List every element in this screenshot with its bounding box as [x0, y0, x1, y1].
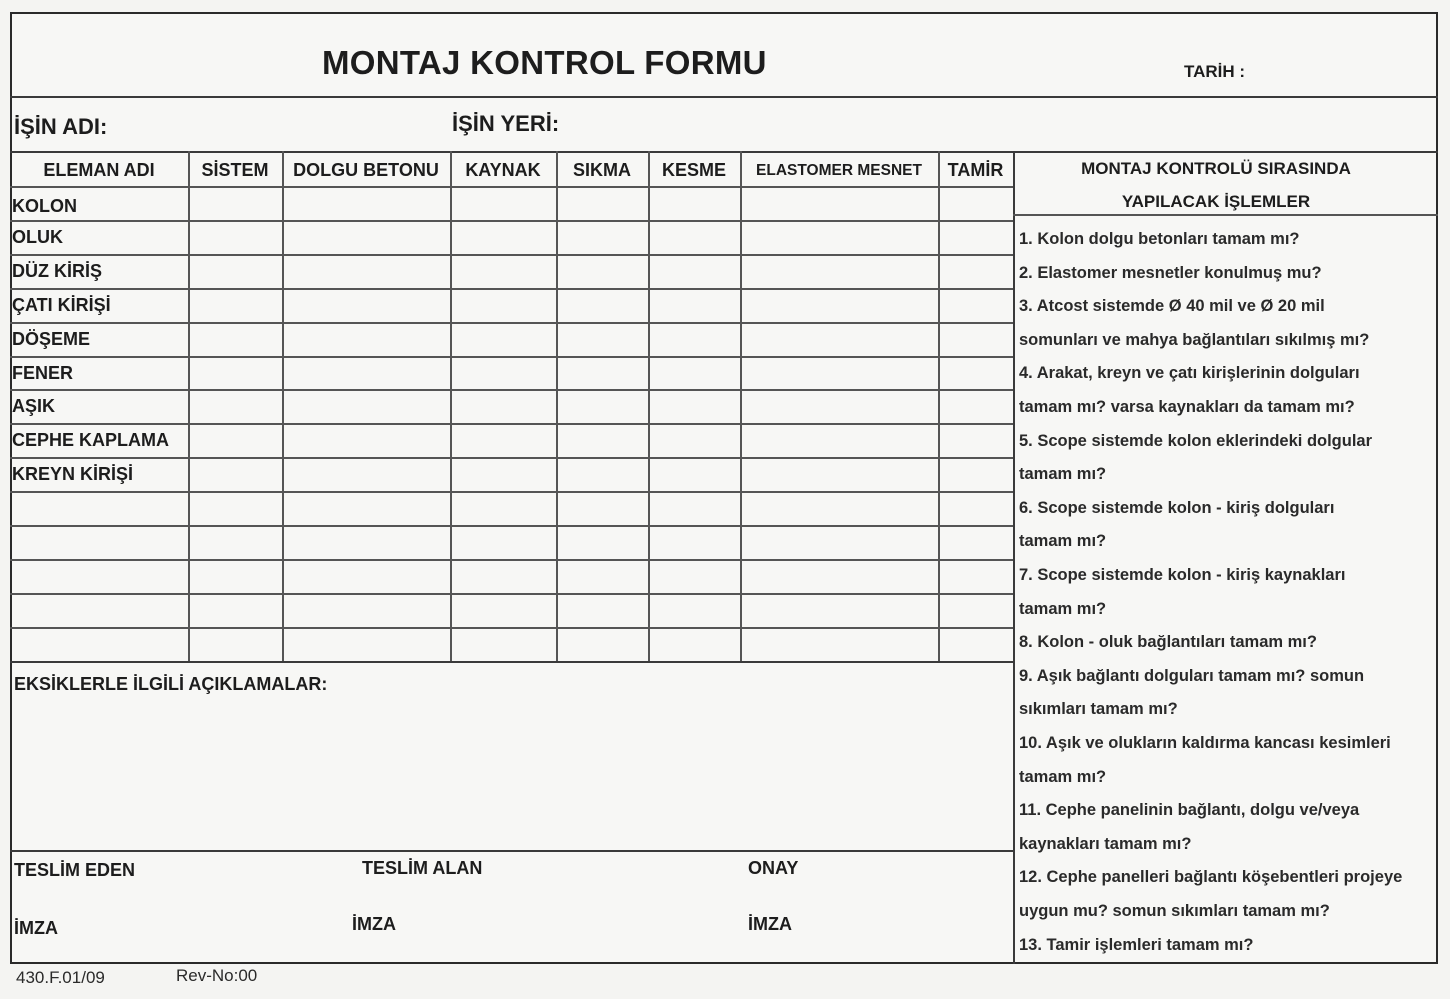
table-column-line	[450, 151, 452, 661]
received-by-label: TESLİM ALAN	[362, 858, 483, 878]
table-column-header: TAMİR	[947, 160, 1004, 180]
checklist-line: tamam mı?	[1019, 532, 1107, 550]
table-row-line	[10, 525, 1013, 527]
checklist-header-line2: YAPILACAK İŞLEMLER	[1121, 192, 1311, 211]
table-row-label: OLUK	[12, 227, 63, 247]
checklist-line: 12. Cephe panelleri bağlantı köşebentleri projeye	[1019, 868, 1403, 886]
table-row-line	[10, 322, 1013, 324]
table-column-header: KAYNAK	[465, 160, 541, 180]
job-name-label: İŞİN ADI:	[14, 114, 108, 139]
table-bottom-line	[10, 661, 1014, 663]
checklist-line: 5. Scope sistemde kolon eklerindeki dolgular	[1019, 432, 1373, 450]
checklist-header-divider	[1013, 214, 1438, 216]
table-column-line	[188, 151, 190, 661]
checklist-line: tamam mı?	[1019, 600, 1107, 618]
form-title: MONTAJ KONTROL FORMU	[322, 44, 767, 81]
checklist-line: 3. Atcost sistemde Ø 40 mil ve Ø 20 mil	[1019, 297, 1325, 315]
date-label: TARİH :	[1184, 62, 1246, 81]
table-column-line	[938, 151, 940, 661]
table-column-header: SIKMA	[573, 160, 631, 180]
checklist-line: 4. Arakat, kreyn ve çatı kirişlerinin dolguları	[1019, 364, 1360, 382]
table-row-line	[10, 627, 1013, 629]
table-row-line	[10, 254, 1013, 256]
remarks-label: EKSİKLERLE İLGİLİ AÇIKLAMALAR:	[14, 674, 328, 694]
table-row-label: KOLON	[12, 196, 77, 216]
checklist-line: 10. Aşık ve olukların kaldırma kancası kesimleri	[1019, 734, 1391, 752]
checklist-line: uygun mu? somun sıkımları tamam mı?	[1019, 902, 1330, 920]
job-place-label: İŞİN YERİ:	[452, 111, 560, 136]
table-row-label: DÖŞEME	[12, 329, 91, 349]
approval-label: ONAY	[748, 858, 799, 878]
checklist-line: 2. Elastomer mesnetler konulmuş mu?	[1019, 264, 1322, 282]
table-row-label: CEPHE KAPLAMA	[12, 430, 170, 450]
table-column-line	[556, 151, 558, 661]
delivered-by-label: TESLİM EDEN	[14, 860, 136, 880]
table-row-label: AŞIK	[12, 396, 56, 416]
form-frame	[10, 12, 1438, 964]
checklist-line: 11. Cephe panelinin bağlantı, dolgu ve/veya	[1019, 801, 1360, 819]
table-row-line	[10, 356, 1013, 358]
checklist-line: tamam mı?	[1019, 465, 1107, 483]
checklist-line: 1. Kolon dolgu betonları tamam mı?	[1019, 230, 1300, 248]
table-column-header: DOLGU BETONU	[293, 160, 439, 180]
checklist-line: tamam mı? varsa kaynakları da tamam mı?	[1019, 398, 1355, 416]
table-row-label: FENER	[12, 363, 74, 383]
signature-approval: İMZA	[748, 914, 792, 934]
table-row-label: DÜZ KİRİŞ	[12, 261, 102, 281]
table-row-line	[10, 559, 1013, 561]
table-row-label: ÇATI KİRİŞİ	[12, 295, 111, 315]
checklist-divider	[1013, 151, 1015, 964]
table-row-line	[10, 423, 1013, 425]
checklist-header-line1: MONTAJ KONTROLÜ SIRASINDA	[1081, 159, 1351, 178]
table-column-header: ELASTOMER MESNET	[756, 162, 922, 179]
doc-code: 430.F.01/09	[16, 968, 105, 987]
signature-received: İMZA	[352, 914, 396, 934]
checklist-line: tamam mı?	[1019, 768, 1107, 786]
checklist-line: somunları ve mahya bağlantıları sıkılmış mı?	[1019, 331, 1370, 349]
job-row-divider	[10, 151, 1438, 153]
table-row-line	[10, 593, 1013, 595]
table-row-line	[10, 491, 1013, 493]
table-column-line	[282, 151, 284, 661]
checklist-line: 6. Scope sistemde kolon - kiriş dolguları	[1019, 499, 1335, 517]
title-divider	[10, 96, 1438, 98]
table-column-header: SİSTEM	[201, 160, 269, 180]
checklist-line: sıkımları tamam mı?	[1019, 700, 1178, 718]
table-row-line	[10, 457, 1013, 459]
table-row-line	[10, 389, 1013, 391]
table-column-header: ELEMAN ADI	[43, 160, 155, 180]
table-row-line	[10, 288, 1013, 290]
table-header-divider	[10, 186, 1013, 188]
table-column-header: KESME	[661, 160, 726, 180]
signature-delivered: İMZA	[14, 918, 58, 938]
table-row-line	[10, 220, 1013, 222]
revision-number: Rev-No:00	[176, 966, 258, 985]
checklist-line: 7. Scope sistemde kolon - kiriş kaynakları	[1019, 566, 1346, 584]
table-column-line	[740, 151, 742, 661]
checklist-line: kaynakları tamam mı?	[1019, 835, 1192, 853]
table-column-line	[648, 151, 650, 661]
checklist-line: 9. Aşık bağlantı dolguları tamam mı? somun	[1019, 667, 1365, 685]
checklist-line: 8. Kolon - oluk bağlantıları tamam mı?	[1019, 633, 1317, 651]
remarks-bottom-line	[10, 850, 1014, 852]
checklist-line: 13. Tamir işlemleri tamam mı?	[1019, 936, 1254, 954]
table-row-label: KREYN KİRİŞİ	[12, 464, 134, 484]
